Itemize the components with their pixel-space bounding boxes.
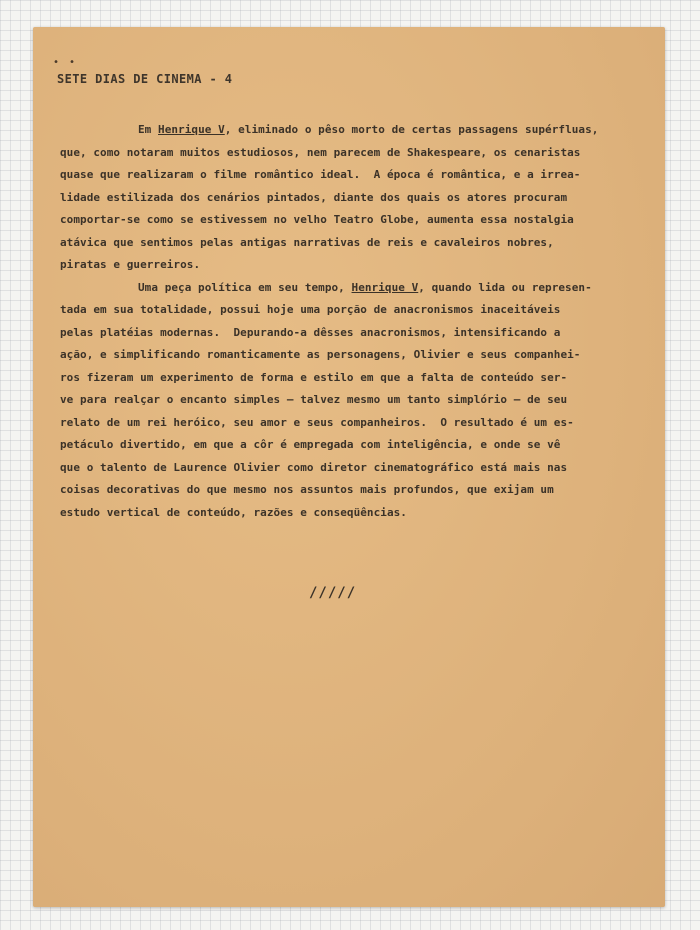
text-line: Uma peça política em seu tempo, Henrique V, quando lida ou represen- <box>138 280 592 294</box>
typescript-page <box>33 27 665 907</box>
text-line: tada em sua totalidade, possui hoje uma porção de anacronismos inaceitáveis <box>60 303 561 316</box>
text-line: comportar-se como se estivessem no velho Teatro Globe, aumenta essa nostalgia <box>60 213 574 226</box>
text-line: relato de um rei heróico, seu amor e seus companheiros. O resultado é um es- <box>60 415 574 429</box>
text-line: petáculo divertido, em que a côr é empregada com inteligência, e onde se vê <box>60 438 561 451</box>
text-line: ve para realçar o encanto simples — talvez mesmo um tanto simplório — de seu <box>60 393 568 406</box>
paragraph <box>60 277 645 525</box>
text-line: coisas decorativas do que mesmo nos assuntos mais profundos, que exijam um <box>60 483 554 496</box>
text-line: que o talento de Laurence Olivier como diretor cinematográfico está mais nas <box>60 460 568 474</box>
punch-mark: • • <box>53 57 78 68</box>
text-line: pelas platéias modernas. Depurando-a dêsses anacronismos, intensificando a <box>60 325 561 339</box>
underlined-title: Henrique V <box>351 280 419 294</box>
text-line: atávica que sentimos pelas antigas narrativas de reis e cavaleiros nobres, <box>60 235 554 249</box>
paragraph <box>60 119 645 277</box>
text-line: que, como notaram muitos estudiosos, nem parecem de Shakespeare, os cenaristas <box>60 145 581 159</box>
document-body <box>60 119 645 524</box>
text-line: Em Henrique V, eliminado o pêso morto de certas passagens supérfluas, <box>138 123 599 136</box>
text-line: ação, e simplificando romanticamente as personagens, Olivier e seus companhei- <box>60 348 581 361</box>
text-line: ros fizeram um experimento de forma e estilo em que a falta de conteúdo ser- <box>60 370 568 384</box>
text-line: estudo vertical de conteúdo, razões e conseqüências. <box>60 505 407 519</box>
page-header: SETE DIAS DE CINEMA - 4 <box>57 72 233 86</box>
text-line: lidade estilizada dos cenários pintados, diante dos quais os atores procuram <box>60 190 568 204</box>
end-mark: ///// <box>309 585 357 601</box>
text-line: piratas e guerreiros. <box>60 258 201 271</box>
text-line: quase que realizaram o filme romântico ideal. A época é romântica, e a irrea- <box>60 168 581 181</box>
underlined-title: Henrique V <box>158 123 225 136</box>
